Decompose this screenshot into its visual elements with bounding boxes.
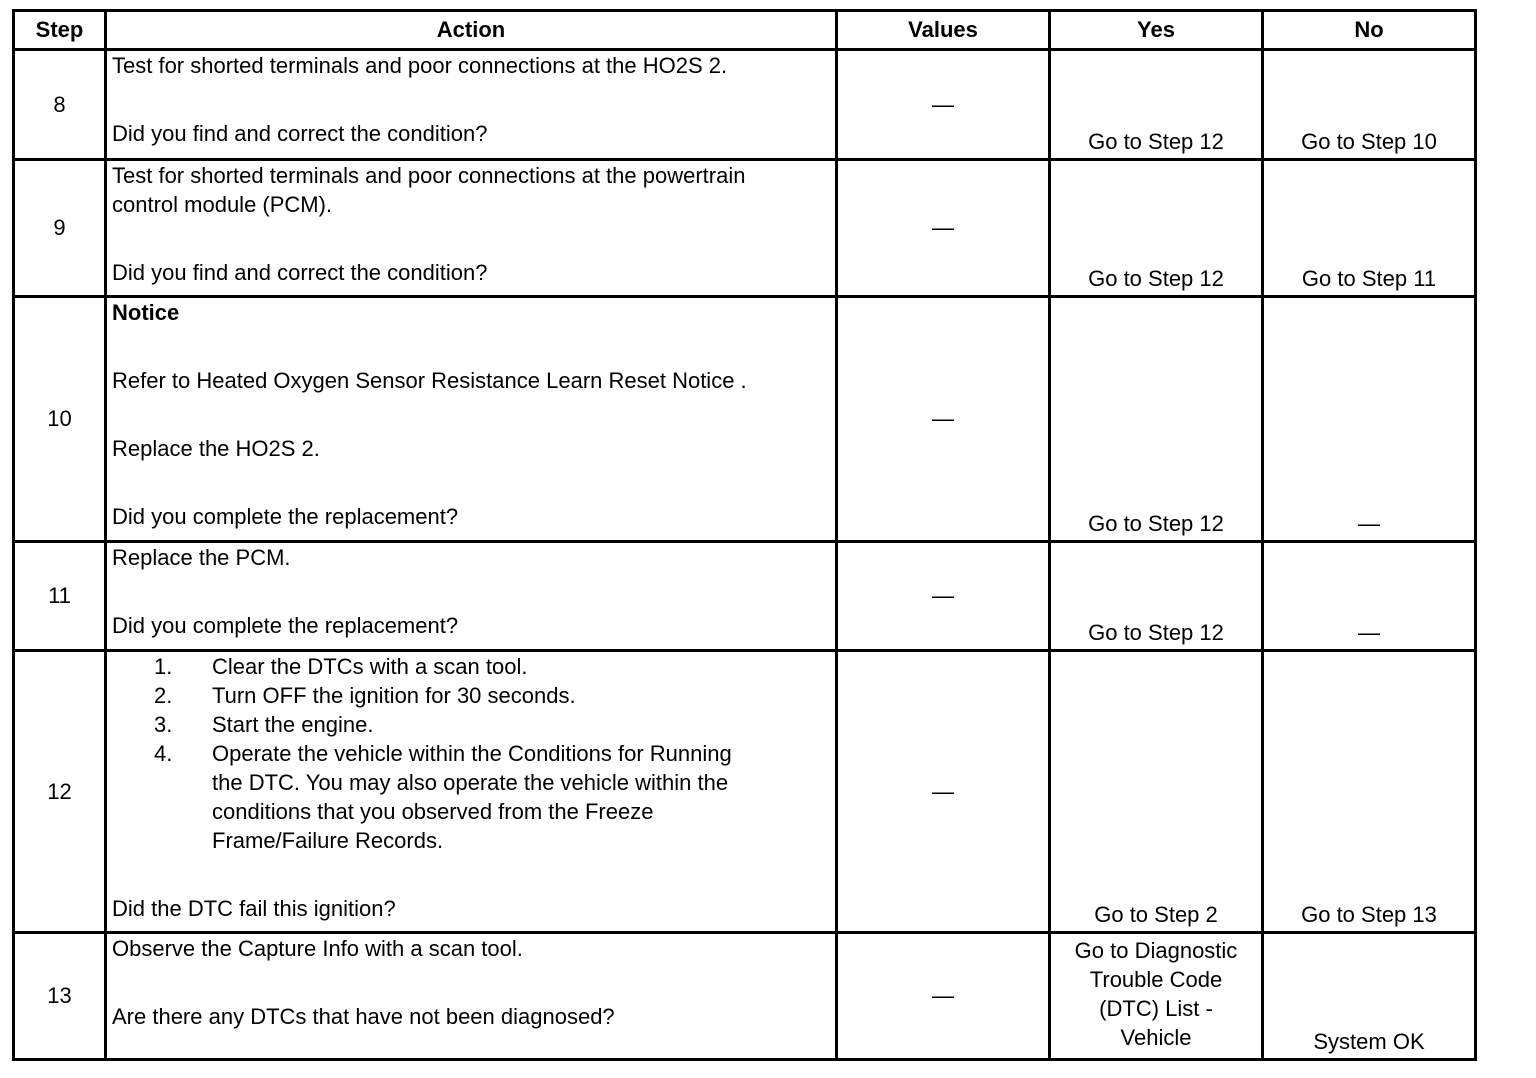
no-cell: — [1263, 542, 1476, 651]
step-number: 11 [14, 542, 106, 651]
list-item-text: Operate the vehicle within the Conditions for Running [212, 741, 732, 766]
action-question: Are there any DTCs that have not been diagnosed? [112, 1004, 615, 1029]
table-row-step-9 [14, 160, 1476, 297]
yes-cell: Go to Step 12 [1050, 297, 1263, 542]
yes-cell: Go to Step 2 [1050, 651, 1263, 933]
action-cell [106, 542, 837, 651]
yes-cell-line: Vehicle [1120, 1025, 1192, 1050]
values-cell: — [837, 933, 1050, 1060]
header-no: No [1263, 11, 1476, 50]
action-instruction: Replace the HO2S 2. [112, 436, 320, 461]
list-item-text: Frame/Failure Records. [212, 828, 444, 853]
yes-cell-line: (DTC) List - [1099, 996, 1213, 1021]
no-cell: Go to Step 10 [1263, 50, 1476, 160]
header-step: Step [14, 11, 106, 50]
values-cell: — [837, 297, 1050, 542]
list-item-number: 1. [154, 654, 173, 679]
no-cell: Go to Step 13 [1263, 651, 1476, 933]
table-row-step-11 [14, 542, 1476, 651]
step-number: 13 [14, 933, 106, 1060]
yes-cell-line: Trouble Code [1089, 967, 1223, 992]
action-question: Did you complete the replacement? [112, 613, 459, 638]
action-cell [106, 160, 837, 297]
list-item-text: conditions that you observed from the Freeze [212, 799, 654, 824]
table-row-step-8 [14, 50, 1476, 160]
values-cell: — [837, 50, 1050, 160]
header-values: Values [837, 11, 1050, 50]
header-row [14, 11, 1476, 50]
no-cell: System OK [1263, 933, 1476, 1060]
list-item [112, 652, 831, 681]
values-cell: — [837, 651, 1050, 933]
action-question: Did you complete the replacement? [112, 504, 459, 529]
list-item-text: the DTC. You may also operate the vehicle within the [212, 770, 729, 795]
no-cell: — [1263, 297, 1476, 542]
values-cell: — [837, 160, 1050, 297]
action-question: Did you find and correct the condition? [112, 260, 488, 285]
procedure-list [112, 652, 831, 855]
list-item-number: 2. [154, 683, 173, 708]
action-cell [106, 50, 837, 160]
action-instruction: Test for shorted terminals and poor connections at the powertrain [112, 163, 746, 188]
table-row-step-13 [14, 933, 1476, 1060]
yes-cell: Go to Step 12 [1050, 542, 1263, 651]
yes-cell: Go to Step 12 [1050, 160, 1263, 297]
action-instruction: Replace the PCM. [112, 545, 291, 570]
action-question: Did the DTC fail this ignition? [112, 896, 396, 921]
step-number: 9 [14, 160, 106, 297]
values-cell: — [837, 542, 1050, 651]
action-instruction: Test for shorted terminals and poor connections at the HO2S 2. [112, 53, 728, 78]
action-instruction: Observe the Capture Info with a scan tool. [112, 936, 523, 961]
yes-cell: Go to Step 12 [1050, 50, 1263, 160]
step-number: 8 [14, 50, 106, 160]
table-row-step-10 [14, 297, 1476, 542]
table-row-step-12 [14, 651, 1476, 933]
header-yes: Yes [1050, 11, 1263, 50]
notice-text: Refer to Heated Oxygen Sensor Resistance Learn Reset Notice . [112, 368, 747, 393]
action-instruction-cont: control module (PCM). [112, 192, 333, 217]
step-number: 12 [14, 651, 106, 933]
step-number: 10 [14, 297, 106, 542]
list-item-text: Start the engine. [212, 712, 374, 737]
action-cell [106, 297, 837, 542]
no-cell: Go to Step 11 [1263, 160, 1476, 297]
list-item-number: 3. [154, 712, 173, 737]
notice-title: Notice [112, 300, 180, 325]
list-item [112, 739, 831, 855]
action-cell [106, 933, 837, 1060]
list-item [112, 681, 831, 710]
yes-cell [1050, 933, 1263, 1060]
list-item-text: Turn OFF the ignition for 30 seconds. [212, 683, 576, 708]
header-action: Action [106, 11, 837, 50]
list-item-text: Clear the DTCs with a scan tool. [212, 654, 528, 679]
yes-cell-line: Go to Diagnostic [1074, 938, 1238, 963]
action-question: Did you find and correct the condition? [112, 121, 488, 146]
action-cell [106, 651, 837, 933]
list-item [112, 710, 831, 739]
list-item-number: 4. [154, 741, 173, 766]
diagnostic-table [12, 9, 1477, 1061]
